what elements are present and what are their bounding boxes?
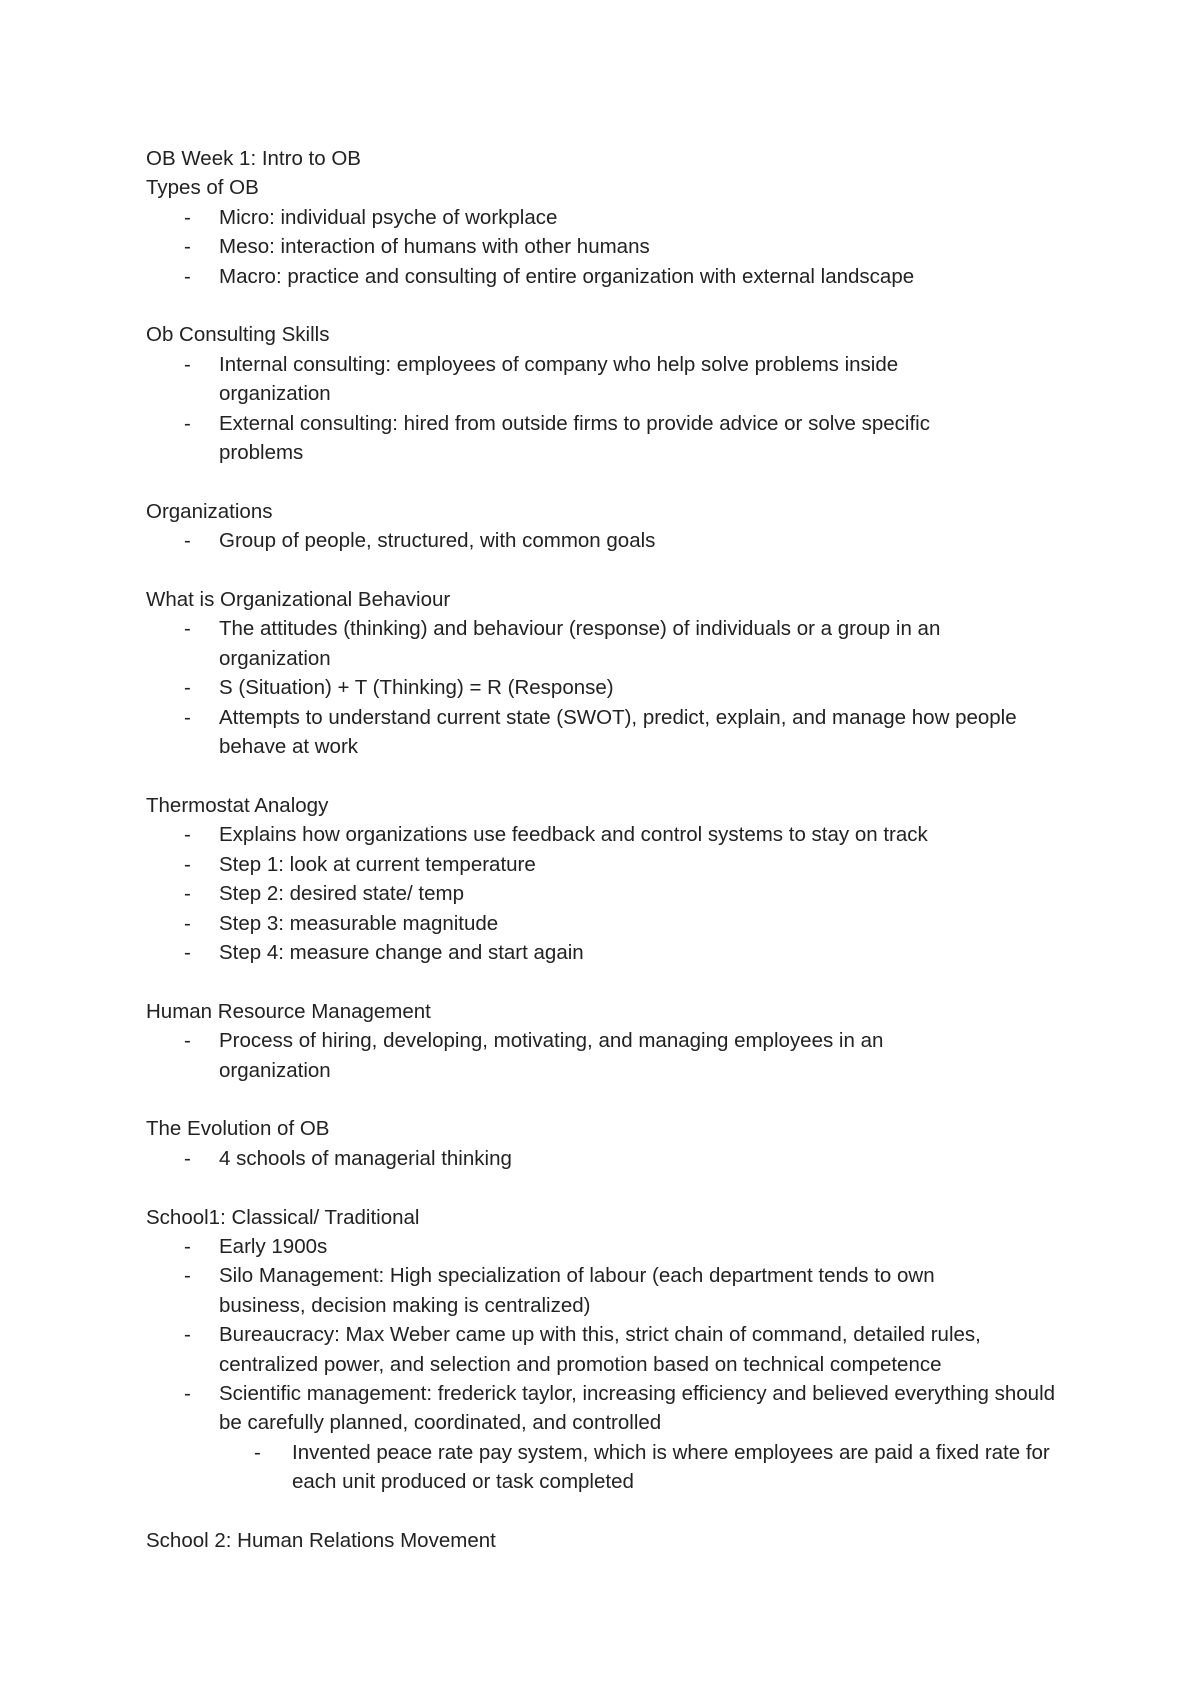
list-item bbox=[146, 909, 1076, 938]
list-item-text: Scientific management: frederick taylor, increasing efficiency and believed everything should be carefully planned, coordinated, and controlled bbox=[219, 1381, 1056, 1435]
section-heading: Organizations bbox=[146, 499, 273, 523]
bullet-dash: - bbox=[184, 617, 191, 641]
list-item-text: Step 1: look at current temperature bbox=[219, 852, 536, 876]
list-item-text: Step 4: measure change and start again bbox=[219, 940, 584, 964]
list-item-text: External consulting: hired from outside firms to provide advice or solve specific problems bbox=[219, 411, 930, 465]
bullet-dash: - bbox=[184, 676, 191, 700]
section-heading: Types of OB bbox=[146, 176, 259, 200]
list-item-text: Process of hiring, developing, motivating, and managing employees in an organization bbox=[219, 1029, 884, 1082]
list-item bbox=[146, 879, 1076, 908]
list-item-text: Micro: individual psyche of workplace bbox=[219, 205, 558, 229]
list-item bbox=[146, 262, 1076, 291]
paragraph-gap bbox=[146, 967, 1076, 996]
bullet-dash: - bbox=[184, 940, 191, 964]
bullet-dash: - bbox=[184, 1381, 191, 1405]
bullet-dash: - bbox=[184, 911, 191, 935]
sub-list-item bbox=[146, 1438, 1076, 1497]
list-item bbox=[146, 1261, 1076, 1320]
section-ob-consulting-skills bbox=[146, 320, 1076, 467]
list-item bbox=[146, 232, 1076, 261]
list-item bbox=[146, 1379, 1076, 1438]
section-types-of-ob bbox=[146, 173, 1076, 291]
bullet-dash: - bbox=[184, 1264, 191, 1288]
list-item bbox=[146, 409, 1076, 468]
section-heading: Ob Consulting Skills bbox=[146, 323, 330, 347]
document-title: OB Week 1: Intro to OB bbox=[146, 147, 361, 170]
list-item-text: Explains how organizations use feedback and control systems to stay on track bbox=[219, 823, 928, 847]
paragraph-gap bbox=[146, 1085, 1076, 1114]
bullet-dash: - bbox=[254, 1440, 261, 1464]
section-hrm bbox=[146, 997, 1076, 1085]
section-organizations bbox=[146, 497, 1076, 556]
list-item-text: Macro: practice and consulting of entire organization with external landscape bbox=[219, 264, 915, 288]
list-item bbox=[146, 350, 1076, 409]
section-evolution-of-ob bbox=[146, 1114, 1076, 1173]
list-item bbox=[146, 1320, 1076, 1379]
list-item bbox=[146, 673, 1076, 702]
section-heading: Human Resource Management bbox=[146, 999, 431, 1023]
bullet-dash: - bbox=[184, 352, 191, 376]
bullet-dash: - bbox=[184, 411, 191, 435]
bullet-dash: - bbox=[184, 1234, 191, 1258]
list-item bbox=[146, 938, 1076, 967]
paragraph-gap bbox=[146, 467, 1076, 496]
list-item-text: Invented peace rate pay system, which is where employees are paid a fixed rate for each unit produced or task completed bbox=[292, 1440, 1050, 1494]
list-item-text: Attempts to understand current state (SWOT), predict, explain, and manage how people behave at work bbox=[219, 705, 1017, 759]
list-item bbox=[146, 526, 1076, 555]
bullet-dash: - bbox=[184, 1146, 191, 1170]
bullet-dash: - bbox=[184, 852, 191, 876]
list-item-text: Meso: interaction of humans with other humans bbox=[219, 235, 650, 259]
paragraph-gap bbox=[146, 556, 1076, 585]
paragraph-gap bbox=[146, 291, 1076, 320]
list-item-text: Step 2: desired state/ temp bbox=[219, 882, 464, 906]
bullet-dash: - bbox=[184, 882, 191, 906]
bullet-dash: - bbox=[184, 264, 191, 288]
section-heading: Thermostat Analogy bbox=[146, 793, 329, 817]
document-page bbox=[146, 144, 1076, 1555]
list-item bbox=[146, 1026, 1076, 1085]
paragraph-gap bbox=[146, 1497, 1076, 1526]
list-item-text: Group of people, structured, with common goals bbox=[219, 529, 656, 553]
list-item bbox=[146, 820, 1076, 849]
bullet-dash: - bbox=[184, 1029, 191, 1053]
list-item bbox=[146, 1144, 1076, 1173]
list-item bbox=[146, 203, 1076, 232]
list-item-text: 4 schools of managerial thinking bbox=[219, 1146, 512, 1170]
section-what-is-ob bbox=[146, 585, 1076, 761]
bullet-dash: - bbox=[184, 823, 191, 847]
paragraph-gap bbox=[146, 1173, 1076, 1202]
bullet-dash: - bbox=[184, 235, 191, 259]
section-heading: What is Organizational Behaviour bbox=[146, 588, 451, 612]
list-item-text: Internal consulting: employees of company who help solve problems inside organization bbox=[219, 352, 899, 406]
bullet-dash: - bbox=[184, 529, 191, 553]
list-item-text: Early 1900s bbox=[219, 1234, 328, 1258]
list-item-text: The attitudes (thinking) and behaviour (response) of individuals or a group in an organization bbox=[219, 617, 941, 670]
list-item bbox=[146, 614, 1076, 673]
section-heading: School 2: Human Relations Movement bbox=[146, 1528, 496, 1552]
list-item bbox=[146, 703, 1076, 762]
list-item bbox=[146, 850, 1076, 879]
section-school-2 bbox=[146, 1526, 1076, 1555]
paragraph-gap bbox=[146, 761, 1076, 790]
list-item-text: S (Situation) + T (Thinking) = R (Response) bbox=[219, 676, 614, 700]
section-heading: The Evolution of OB bbox=[146, 1117, 330, 1141]
section-thermostat-analogy bbox=[146, 791, 1076, 967]
section-school-1 bbox=[146, 1203, 1076, 1497]
list-item-text: Bureaucracy: Max Weber came up with this, strict chain of command, detailed rules, centralized power, and selection and promotion based on technical competence bbox=[219, 1323, 981, 1376]
bullet-dash: - bbox=[184, 205, 191, 229]
bullet-dash: - bbox=[184, 1323, 191, 1347]
bullet-dash: - bbox=[184, 705, 191, 729]
list-item-text: Step 3: measurable magnitude bbox=[219, 911, 499, 935]
list-item bbox=[146, 1232, 1076, 1261]
section-heading: School1: Classical/ Traditional bbox=[146, 1205, 420, 1229]
list-item-text: Silo Management: High specialization of labour (each department tends to own business, decision making is centralized) bbox=[219, 1264, 935, 1317]
